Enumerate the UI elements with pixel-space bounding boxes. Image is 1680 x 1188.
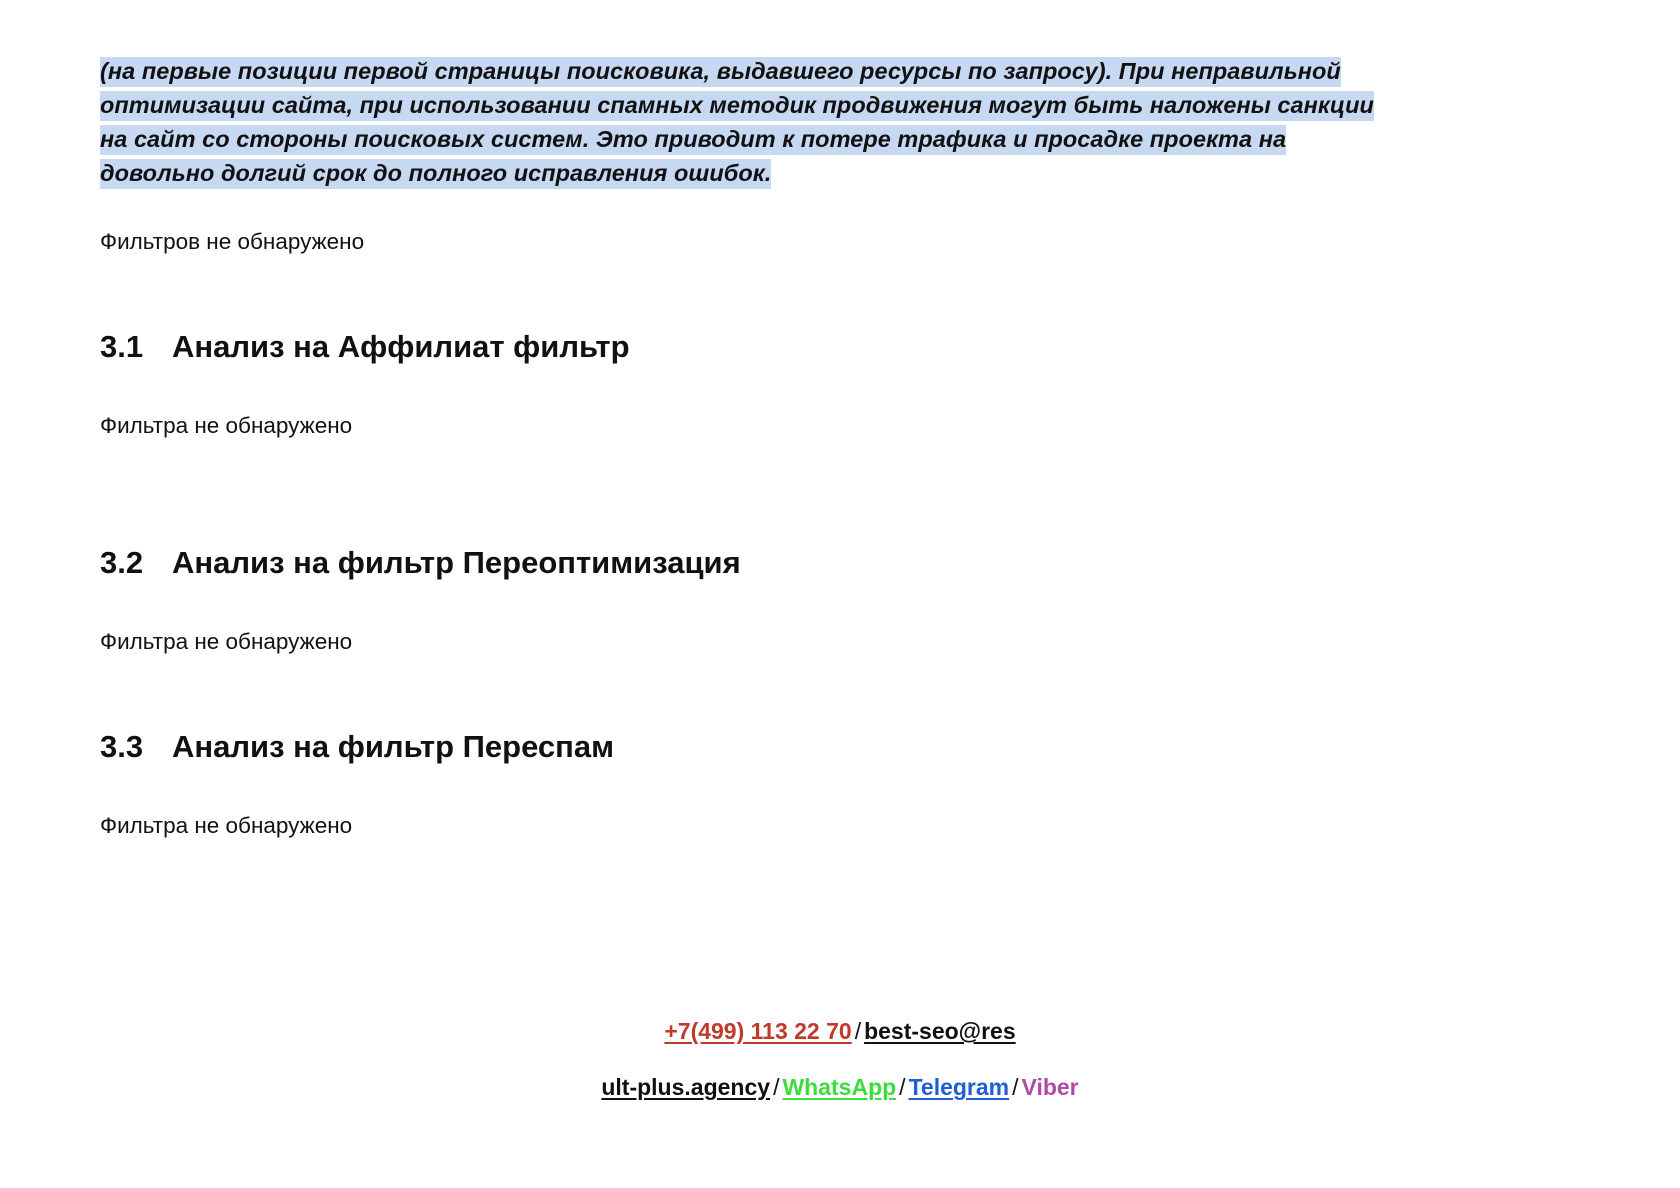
- section-title: Анализ на фильтр Переспам: [172, 729, 615, 764]
- section-number: 3.2: [100, 545, 144, 580]
- footer-contacts-line-1: [0, 1016, 1680, 1046]
- footer-contacts-line-2: [0, 1072, 1680, 1102]
- phone-link[interactable]: +7(499) 113 22 70: [664, 1018, 852, 1044]
- section-title: Анализ на фильтр Переоптимизация: [172, 545, 741, 580]
- email-link-continued[interactable]: ult-plus.agency: [601, 1074, 771, 1100]
- intro-line: (на первые позиции первой страницы поисковика, выдавшего ресурсы по запросу). При неправильной: [100, 57, 1341, 87]
- section-heading-overspam: [100, 727, 614, 767]
- separator: /: [1012, 1074, 1019, 1100]
- section-result-affiliate: Фильтра не обнаружено: [100, 413, 353, 438]
- whatsapp-link[interactable]: WhatsApp: [782, 1074, 897, 1100]
- intro-line: на сайт со стороны поисковых систем. Это приводит к потере трафика и просадке проекта на: [100, 125, 1286, 155]
- section-heading-affiliate: [100, 327, 630, 367]
- email-link[interactable]: best-seo@res: [864, 1018, 1016, 1044]
- filters-summary: Фильтров не обнаружено: [100, 229, 365, 254]
- intro-line: оптимизации сайта, при использовании спамных методик продвижения могут быть наложены санкции: [100, 91, 1374, 121]
- section-result-overspam: Фильтра не обнаружено: [100, 813, 353, 838]
- telegram-link[interactable]: Telegram: [908, 1074, 1010, 1100]
- separator: /: [899, 1074, 906, 1100]
- separator: /: [854, 1018, 862, 1044]
- section-number: 3.1: [100, 329, 144, 364]
- intro-paragraph: [100, 54, 1530, 190]
- viber-text: Viber: [1021, 1074, 1079, 1100]
- section-title: Анализ на Аффилиат фильтр: [172, 329, 630, 364]
- section-number: 3.3: [100, 729, 144, 764]
- section-result-overoptimization: Фильтра не обнаружено: [100, 629, 353, 654]
- separator: /: [773, 1074, 780, 1100]
- section-heading-overoptimization: [100, 543, 741, 583]
- intro-line: довольно долгий срок до полного исправления ошибок.: [100, 159, 771, 189]
